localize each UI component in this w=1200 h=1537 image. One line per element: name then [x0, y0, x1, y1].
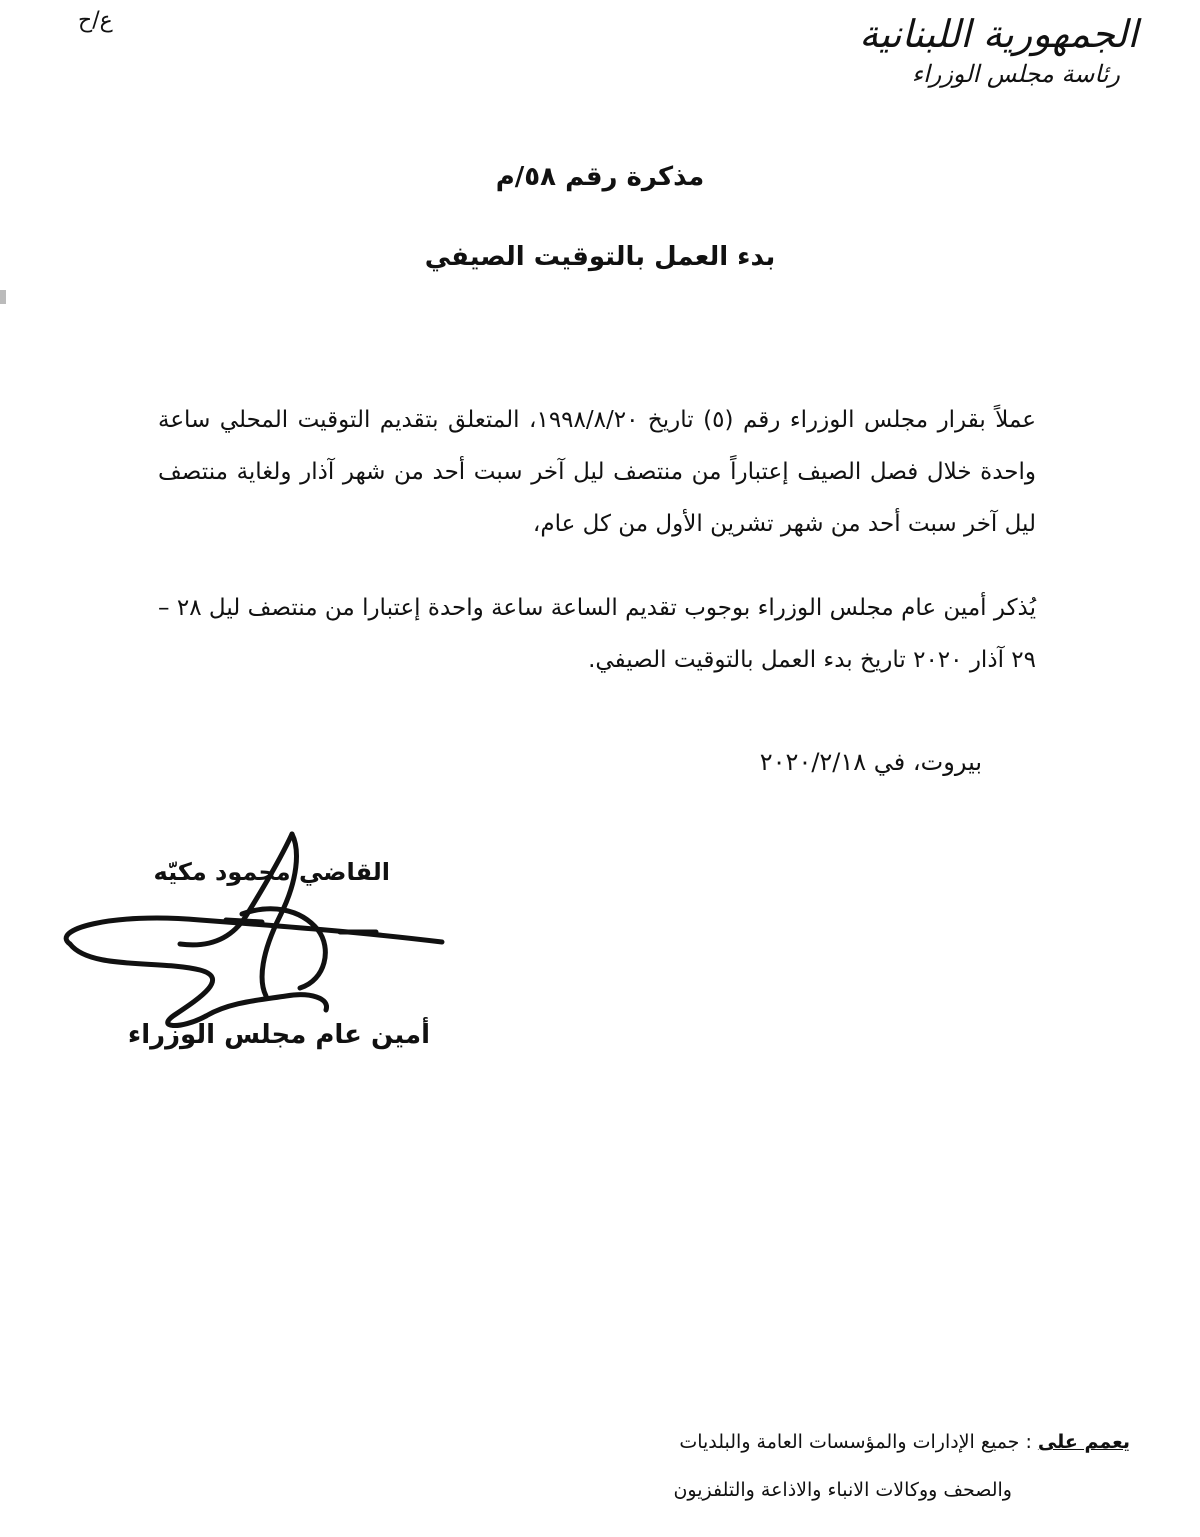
distribution-colon: :: [1019, 1431, 1032, 1453]
distribution-line-2: والصحف ووكالات الانباء والاذاعة والتلفزيون: [673, 1479, 1012, 1501]
body-paragraph-2: يُذكر أمين عام مجلس الوزراء بوجوب تقديم الساعة ساعة واحدة إعتبارا من منتصف ليل ٢٨ – ٢٩ آذار ٢٠٢٠ تاريخ بدء العمل بالتوقيت الصيفي.: [158, 595, 1036, 673]
signer-name: القاضي محمود مكيّه: [153, 858, 390, 886]
memo-subject: بدء العمل بالتوقيت الصيفي: [424, 242, 776, 272]
distribution-label: يعمم على: [1037, 1431, 1130, 1453]
reference-mark: ع/ح: [78, 8, 113, 33]
scan-edge-mark: [0, 290, 6, 304]
letterhead-republic: الجمهورية اللبنانية: [859, 12, 1138, 56]
dateline: بيروت، في ٢٠٢٠/٢/١٨: [759, 748, 982, 776]
body-paragraph-1: عملاً بقرار مجلس الوزراء رقم (٥) تاريخ ١٩٩٨/٨/٢٠، المتعلق بتقديم التوقيت المحلي ساعة واحدة خلال فصل الصيف إعتباراً من منتصف ليل آخر سبت أحد من شهر آذار ولغاية منتصف ليل آخر سبت أحد من شهر تشرين الأول من كل عام،: [158, 407, 1037, 537]
distribution-text-1: جميع الإدارات والمؤسسات العامة والبلديات: [679, 1431, 1020, 1453]
letterhead: [858, 14, 1138, 88]
signer-title: أمين عام مجلس الوزراء: [127, 1020, 430, 1050]
distribution-list: [610, 1418, 1130, 1514]
memo-number: مذكرة رقم ٥٨/م: [495, 162, 705, 192]
distribution-line-1: [610, 1418, 1130, 1466]
letterhead-presidency: رئاسة مجلس الوزراء: [911, 59, 1120, 88]
signature-icon: [30, 820, 460, 1050]
